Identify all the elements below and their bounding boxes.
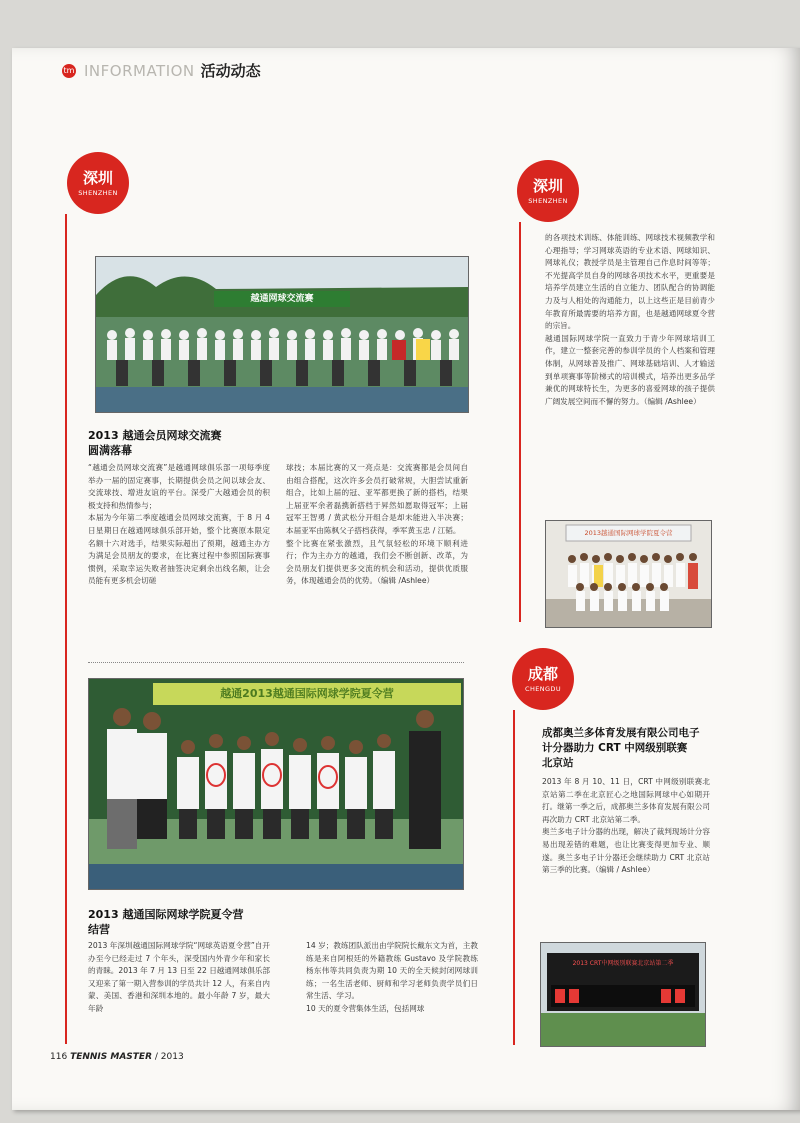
photo-tournament-svg xyxy=(96,257,468,412)
section-header xyxy=(62,60,261,81)
article1-title-line1: 2013 越通会员网球交流赛 xyxy=(88,429,222,442)
issue-year: / 2013 xyxy=(154,1052,184,1062)
photo2-banner: 越通2013越通国际网球学院夏令营 xyxy=(220,687,394,700)
article1-title-line2: 圆满落幕 xyxy=(88,444,132,457)
photo-summer-camp xyxy=(88,678,464,890)
photo-summer-camp-svg xyxy=(89,679,463,889)
photo-scoreboard xyxy=(540,942,706,1047)
badge-shenzhen-1: 深圳 SHENZHEN xyxy=(67,152,129,214)
photo3-banner: 2013越通国际网球学院夏令营 xyxy=(584,529,673,537)
page-footer xyxy=(50,1052,184,1062)
magazine-brand: TENNIS MASTER xyxy=(70,1052,152,1062)
photo4-screen-text: 2013 CRT中网级别联赛北京站第二季 xyxy=(572,960,674,967)
header-en: INFORMATION xyxy=(84,61,195,80)
right2-body: 2013 年 8 月 10、11 日，CRT 中网级别联赛北京站第二季在北京匠心之地国际网球中心如期开打。继第一季之后，成都奥兰多体育发展有限公司再次助力 CRT 北京站第二季。 奥兰多电子计分器的出现，解决了裁判现场计分容易出现差错的难题，也让比赛变得更加专业、顺遂。奥兰多电子计分器还会继续助力 CRT 北京站第三季的比赛。（编辑 / Ashlee） xyxy=(542,777,710,875)
article2-col2: 14 岁；教练团队派出由学院院长戴东文为首，主教练是来自阿根廷的外籍教练 Gustavo 及学院教练杨东伟等共同负责为期 10 天的全天候封闭网球训练；一名生活老师、厨师和学习老师负责学员们日常生活、学习。 10 天的夏令营集体生活，包括网球 xyxy=(306,941,478,1013)
article2-col1: 2013 年深圳越通国际网球学院“网球英语夏令营”自开办至今已经走过 7 个年头，深受国内外青少年和家长的青睐。2013 年 7 月 13 日至 22 日越通网球俱乐部又迎来了第一期入营参训的学员共计 12 人，有来自内蒙、美国、香港和深圳本地的。最小年龄 7 岁，最大年龄 xyxy=(88,941,270,1013)
photo-camp-indoor xyxy=(545,520,712,628)
red-rule-left xyxy=(65,214,67,1044)
red-rule-right-top xyxy=(519,222,521,622)
article2-title-line1: 2013 越通国际网球学院夏令营 xyxy=(88,908,244,921)
divider-dotted xyxy=(88,662,464,663)
header-cn: 活动动态 xyxy=(200,62,261,80)
badge-chengdu: 成都 CHENGDU xyxy=(512,648,574,710)
right2-title-line3: 北京站 xyxy=(542,757,574,769)
photo-tournament-group xyxy=(95,256,469,413)
tm-logo-icon: tm xyxy=(62,64,76,78)
page-number: 116 xyxy=(50,1052,68,1062)
article2-title-line2: 结营 xyxy=(88,923,110,936)
right2-title-line2: 计分器助力 CRT 中网级别联赛 xyxy=(542,742,688,754)
right-article-continued: 的各项技术训练、体能训练、网球技术视频教学和心理指导；学习网球英语的专业术语、网球知识、网球礼仪；教授学员是主管理自己作息时间等等；不光提高学员自身的网球各项技术水平，更重要是培养学员建立生活的自立能力、团队配合的协调能力及与人相处的沟通能力，以上这些正是目前青少年教育所最需要的培养方面，也是越通网球夏令营的宗旨。 越通国际网球学院一直致力于青少年网球培训工作，建立一整套完善的参训学员的个人档案和管理体制，从网球普及推广、网球基础培训、人才输送到单项赛事等阶梯式的培训模式，培养出更多品学兼优的网球特长生，为更多的喜爱网球的孩子提供广阔发展空间而不懈的努力。（编辑 /Ashlee） xyxy=(545,233,715,406)
red-rule-right-bottom xyxy=(513,710,515,1045)
right2-title-line1: 成都奥兰多体育发展有限公司电子 xyxy=(542,727,700,739)
badge-shenzhen-2: 深圳 SHENZHEN xyxy=(517,160,579,222)
article1-col2: 球技；本届比赛的又一亮点是：交流赛都是会员间自由组合搭配，这次许多会员打破常规，大胆尝试重新组合，比如上届的冠、亚军都更换了新的搭档，结果上届亚军余者磊携新搭档于昇然如愿取得冠军；上届冠军王智勇 / 黄武松分开组合是却未能进入半决赛；本届亚军由陈枫父子搭档获得，季军黄玉忠 / 江韬。 整个比赛在紧张激烈，且气氛轻松的环境下顺利进行；作为主办方的越通，我们会不断创新、改革，为会员朋友们提供更多交流的机会和活动，提供优质服务，体现越通会员的优势。（编辑 /Ashlee） xyxy=(286,463,468,586)
photo1-banner: 越通网球交流赛 xyxy=(250,294,314,304)
article1-col1: “越通会员网球交流赛”是越通网球俱乐部一项每季度举办一届的固定赛事，长期提供会员之间以球会友、交流球技、增进友谊的平台。深受广大越通会员的积极支持和热情参与； 本届为今年第二季度越通会员网球交流赛，于 8 月 4 日星期日在越通网球俱乐部开始，整个比赛原本限定名额十六对选手，结果实际超出了预期，越通主办方为满足会员朋友的要求，在比赛过程中参照国际赛事惯例，采取幸运失败者抽签决定剩余出线名额，让会员能有更多机会切磋 xyxy=(88,463,270,586)
